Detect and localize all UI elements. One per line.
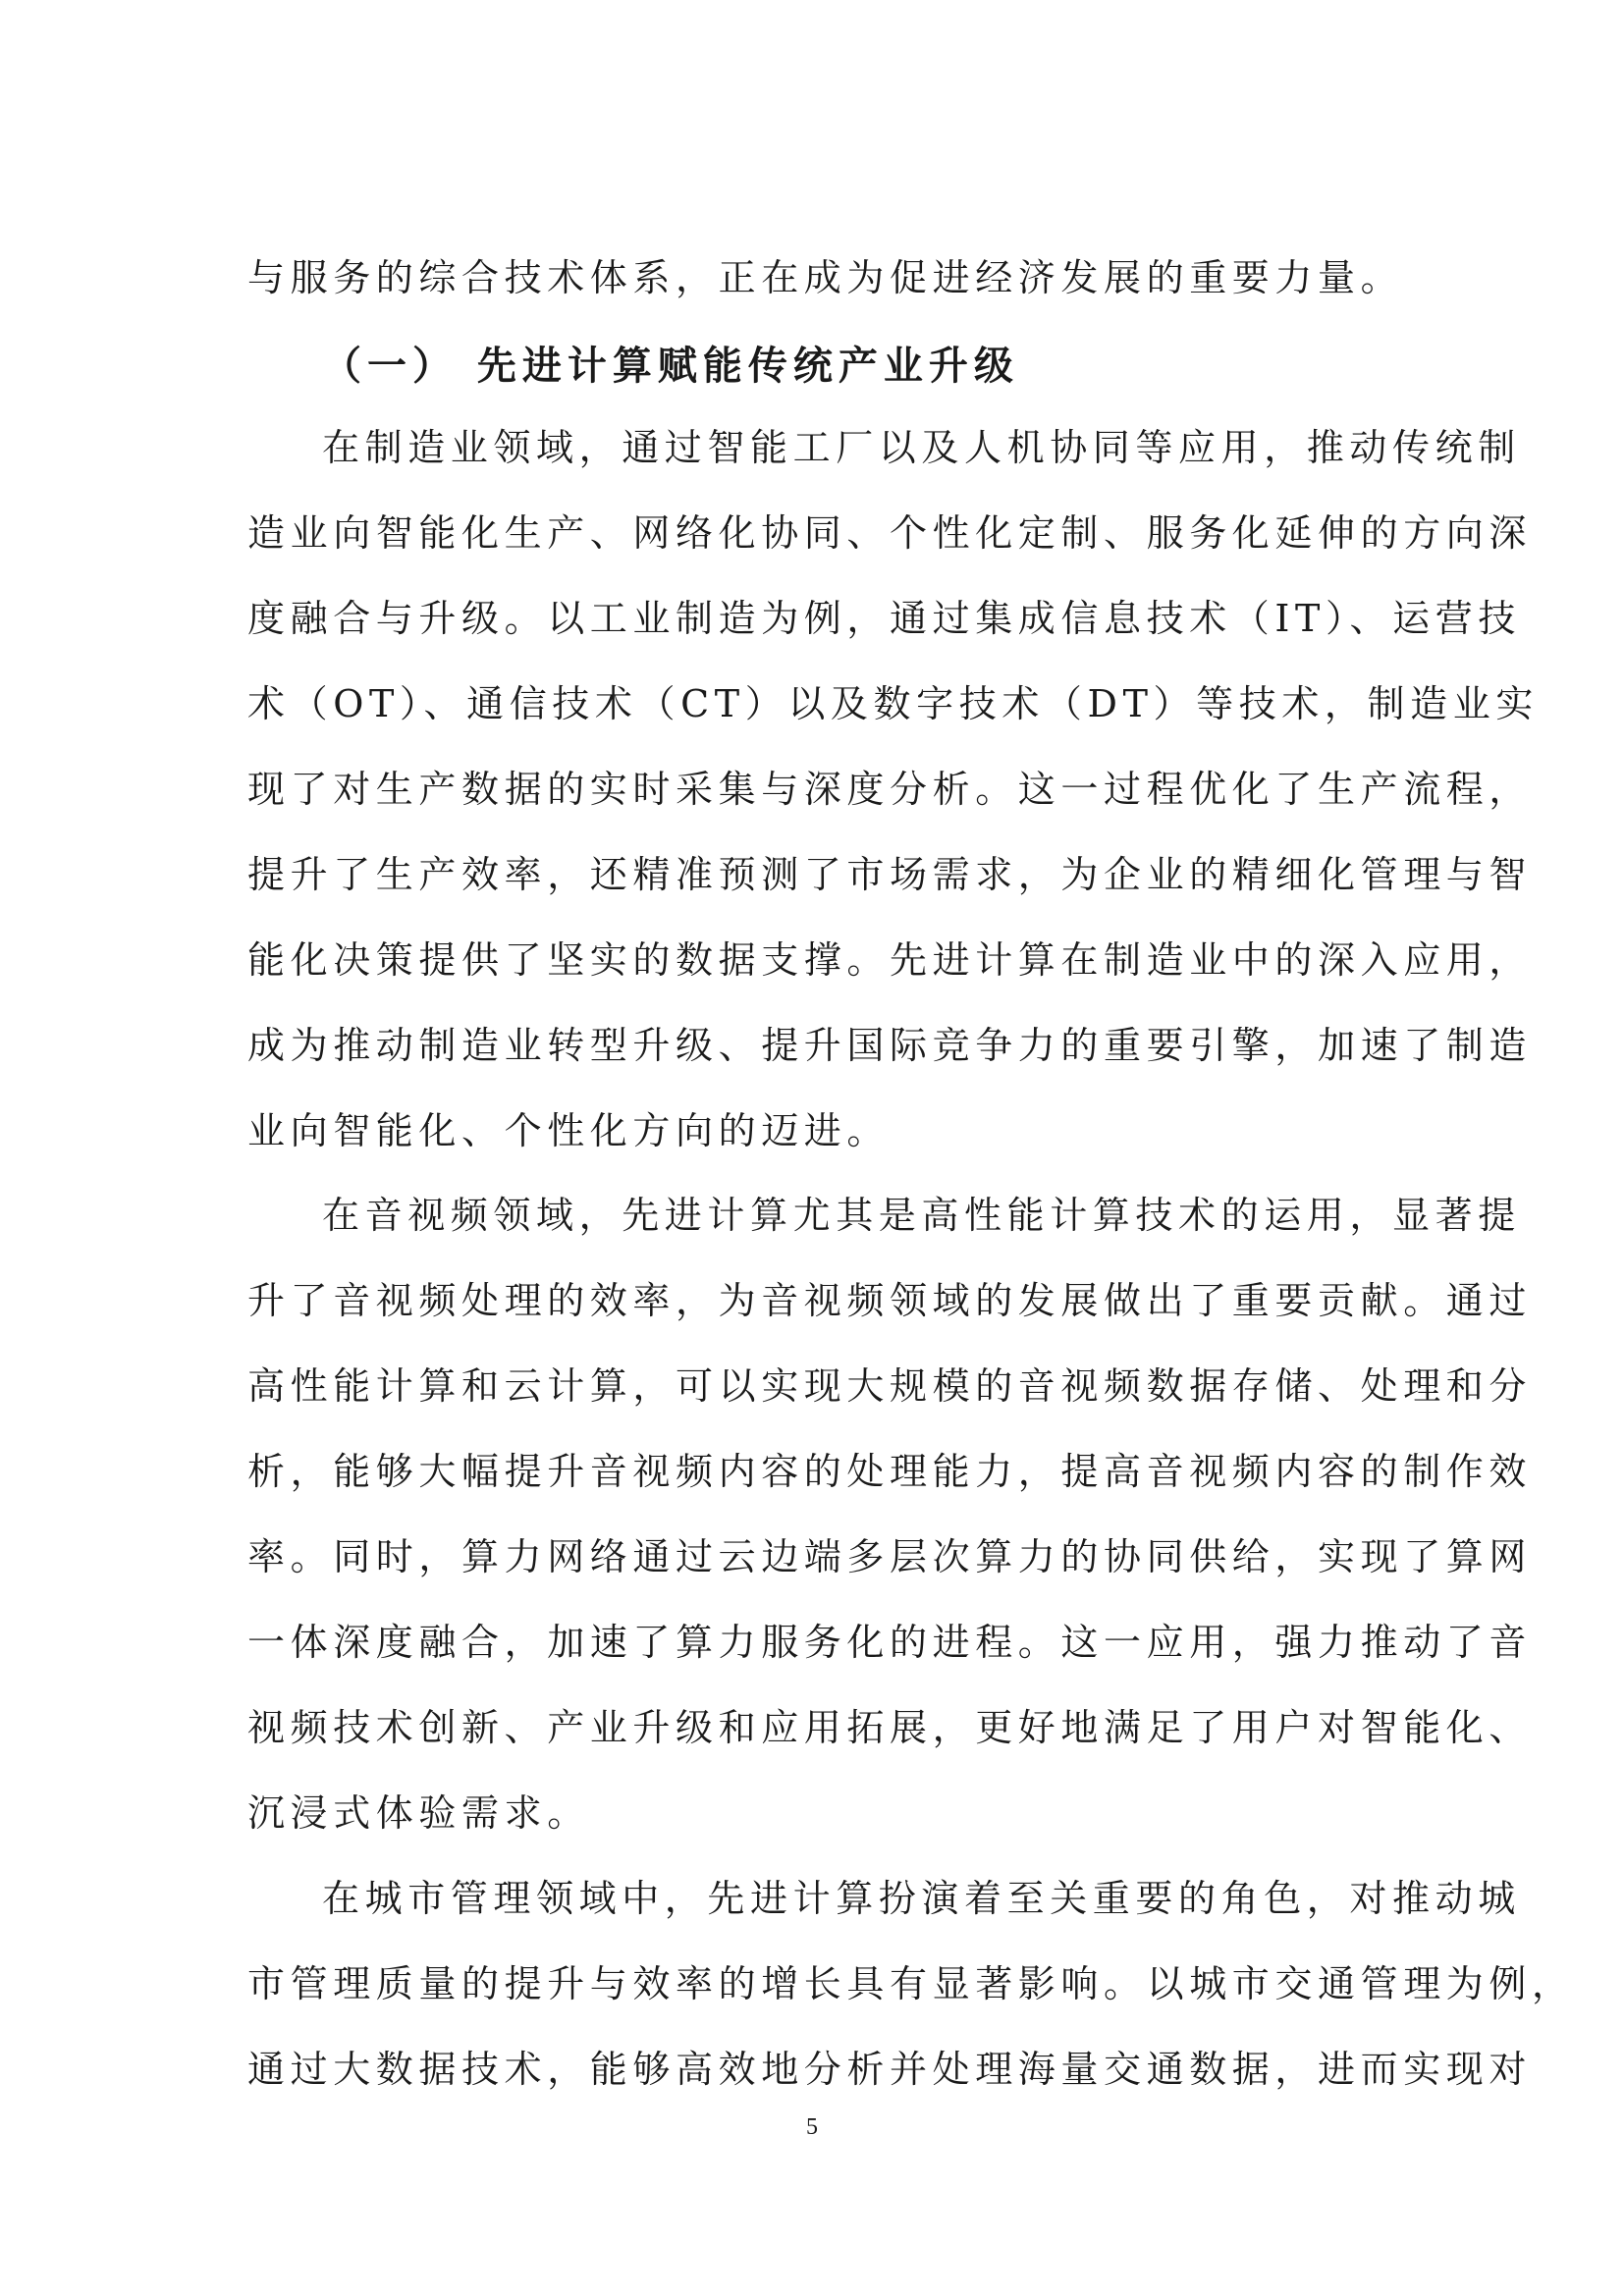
paragraph-line: 高性能计算和云计算，可以实现大规模的音视频数据存储、处理和分 [247,1364,1533,1408]
page-number: 5 [806,2114,818,2140]
paragraph-line: 提升了生产效率，还精准预测了市场需求，为企业的精细化管理与智 [247,853,1533,896]
paragraph-line: 术（OT）、通信技术（CT）以及数字技术（DT）等技术，制造业实 [247,682,1539,725]
paragraph-line: 沉浸式体验需求。 [247,1791,590,1835]
paragraph-line: 现了对生产数据的实时采集与深度分析。这一过程优化了生产流程， [247,768,1533,811]
paragraph-line: 能化决策提供了坚实的数据支撑。先进计算在制造业中的深入应用， [247,938,1533,982]
section-heading: （一） 先进计算赋能传统产业升级 [322,344,1019,389]
paragraph-line: 度融合与升级。以工业制造为例，通过集成信息技术（IT）、运营技 [247,597,1521,640]
paragraph-line: 率。同时，算力网络通过云边端多层次算力的协同供给，实现了算网 [247,1535,1533,1578]
paragraph-line: 业向智能化、个性化方向的迈进。 [247,1109,891,1152]
continuation-line: 与服务的综合技术体系，正在成为促进经济发展的重要力量。 [247,256,1404,299]
paragraph-line: 在制造业领域，通过智能工厂以及人机协同等应用，推动传统制 [322,426,1521,469]
paragraph-line: 通过大数据技术，能够高效地分析并处理海量交通数据，进而实现对 [247,2048,1533,2091]
paragraph-line: 升了音视频处理的效率，为音视频领域的发展做出了重要贡献。通过 [247,1279,1533,1322]
paragraph-line: 在城市管理领域中，先进计算扮演着至关重要的角色，对推动城 [322,1877,1521,1920]
paragraph-line: 在音视频领域，先进计算尤其是高性能计算技术的运用，显著提 [322,1194,1521,1237]
paragraph-line: 市管理质量的提升与效率的增长具有显著影响。以城市交通管理为例， [247,1962,1575,2005]
paragraph-line: 成为推动制造业转型升级、提升国际竞争力的重要引擎，加速了制造 [247,1024,1533,1067]
paragraph-line: 析，能够大幅提升音视频内容的处理能力，提高音视频内容的制作效 [247,1450,1533,1493]
paragraph-line: 一体深度融合，加速了算力服务化的进程。这一应用，强力推动了音 [247,1621,1533,1664]
paragraph-line: 视频技术创新、产业升级和应用拓展，更好地满足了用户对智能化、 [247,1706,1533,1749]
paragraph-line: 造业向智能化生产、网络化协同、个性化定制、服务化延伸的方向深 [247,511,1533,555]
